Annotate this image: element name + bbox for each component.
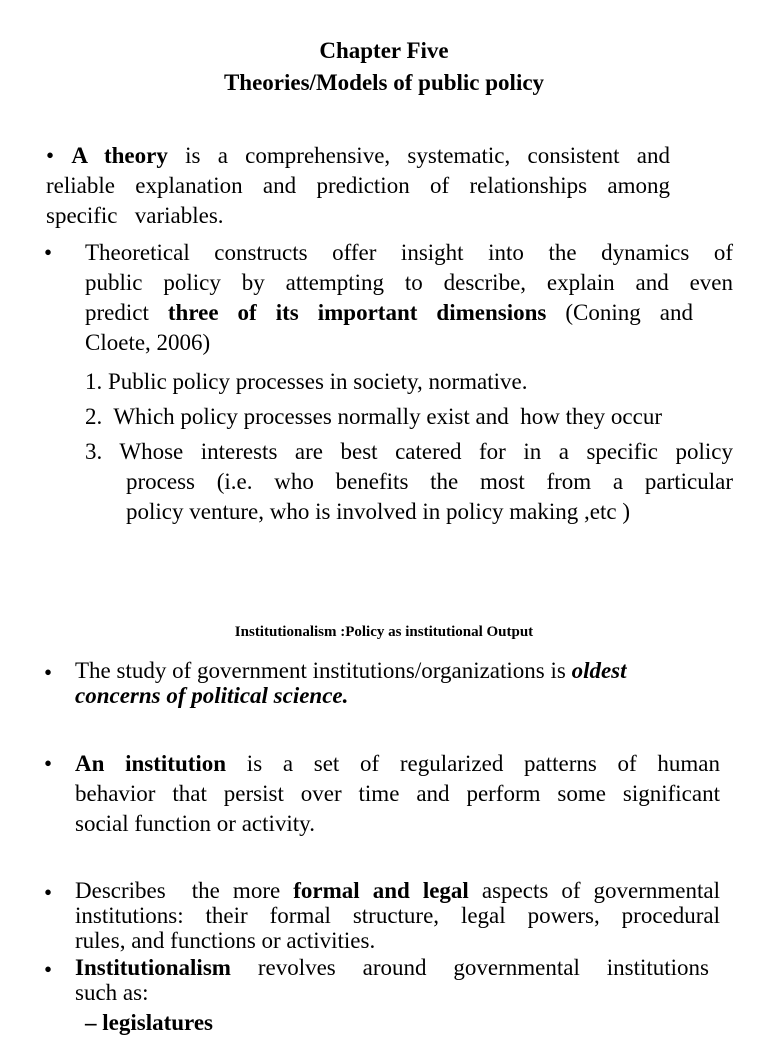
dimension-3-line-1 (85, 437, 733, 467)
dash-marker: – (85, 1010, 97, 1035)
institution-line-3: social function or activity. (75, 811, 315, 836)
chapter-subtitle: Theories/Models of public policy (223, 70, 545, 95)
dimension-text: Which policy processes normally exist and how they occur (113, 404, 662, 429)
describes-line-3: rules, and functions or activities. (75, 928, 376, 953)
constructs-line-3 (85, 298, 693, 328)
chapter-title: Chapter Five (319, 38, 449, 63)
sub-item-text: legislatures (102, 1010, 213, 1035)
constructs-paragraph (85, 238, 733, 358)
constructs-text: (Coning and (546, 300, 693, 325)
bullet-dot: • (44, 880, 53, 905)
describes-line-1 (75, 878, 720, 903)
bullet-dot: • (44, 660, 53, 685)
dimension-item-3 (85, 437, 733, 527)
dimension-3-line-3: policy venture, who is involved in policy making ,etc ) (126, 499, 630, 524)
study-paragraph (75, 658, 705, 708)
theory-term: A theory (71, 143, 168, 168)
study-emphasis: oldest (571, 658, 627, 683)
describes-bold: formal and legal (293, 878, 469, 903)
theory-definition (46, 141, 670, 231)
bullet-dot: • (46, 143, 55, 168)
dimension-item-1 (85, 367, 527, 397)
theory-line-2: reliable explanation and prediction of relationships among (46, 173, 670, 198)
theory-text: is a comprehensive, systematic, consistent and (167, 143, 671, 168)
dimension-3-line-2: process (i.e. who benefits the most from a particular (126, 469, 733, 494)
study-line-2: concerns of political science. (75, 683, 349, 708)
institution-paragraph (75, 749, 720, 839)
section-title: Institutionalism :Policy as institutional Output (234, 624, 534, 640)
institutionalism-text: revolves around governmental institutions (230, 955, 709, 980)
institution-line-2: behavior that persist over time and perform some significant (75, 781, 720, 806)
describes-line-2: institutions: their formal structure, legal powers, procedural (75, 903, 720, 928)
bullet-dot: • (44, 957, 53, 982)
describes-text: aspects of governmental (468, 878, 720, 903)
list-number: 2. (85, 404, 103, 429)
constructs-line-4: Cloete, 2006) (85, 330, 211, 355)
study-line-1 (75, 658, 705, 683)
institutionalism-term: Institutionalism (75, 955, 231, 980)
bullet-dot: • (44, 751, 53, 776)
constructs-text: predict (85, 300, 168, 325)
dimension-text: Public policy processes in society, normative. (108, 369, 528, 394)
bullet-dot: • (44, 240, 53, 265)
dimension-item-2 (85, 402, 662, 432)
describes-text: Describes the more (75, 878, 294, 903)
constructs-bold: three of its important dimensions (167, 300, 547, 325)
describes-paragraph (75, 878, 720, 953)
theory-line-3: specific variables. (46, 203, 224, 228)
list-number: 3. (85, 439, 103, 464)
dimension-text: Whose interests are best catered for in a specific policy (119, 439, 733, 464)
institutionalism-line-1 (75, 955, 709, 980)
constructs-line-2: public policy by attempting to describe, explain and even (85, 270, 733, 295)
study-text: The study of government institutions/organizations is (75, 658, 572, 683)
institution-text: is a set of regularized patterns of human (226, 751, 721, 776)
list-number: 1. (85, 369, 103, 394)
institutionalism-line-2: such as: (75, 980, 149, 1005)
institutionalism-paragraph (75, 955, 709, 1005)
institution-term: An institution (75, 751, 227, 776)
theory-line-1 (46, 141, 670, 171)
constructs-line-1: Theoretical constructs offer insight into the dynamics of (85, 240, 733, 265)
sub-list-item (85, 1008, 213, 1038)
institution-line-1 (75, 749, 720, 779)
